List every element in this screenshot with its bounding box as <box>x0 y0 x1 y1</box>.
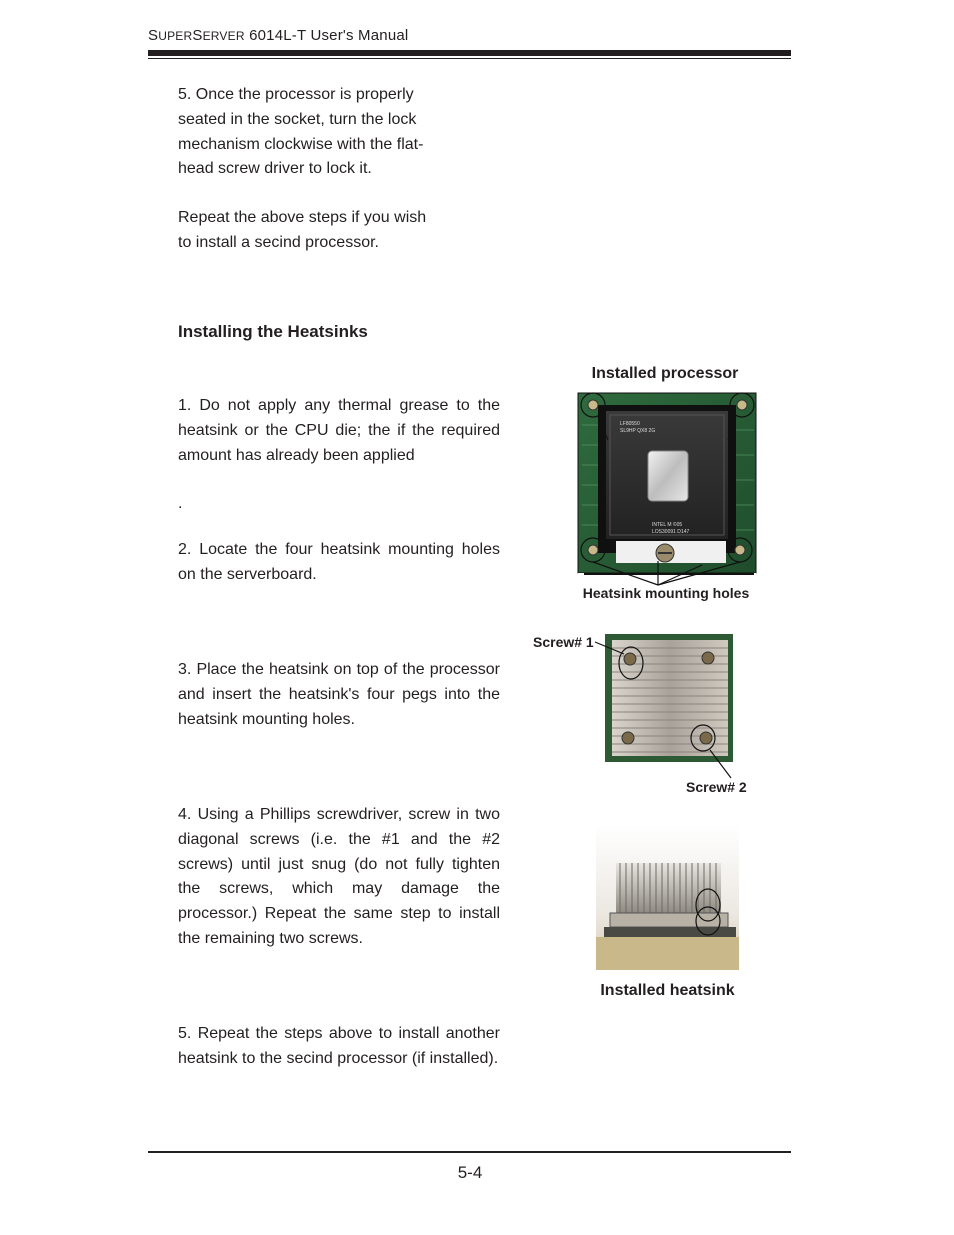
header-small-uper: UPER <box>158 29 193 43</box>
step2-text: 2. Locate the four heatsink mounting holes on the serverboard. <box>178 541 500 583</box>
installed-processor-photo <box>560 385 770 590</box>
repeat-note-paragraph <box>178 206 434 256</box>
header-rule-thick <box>148 50 791 56</box>
svg-text:LF80550: LF80550 <box>620 421 640 427</box>
header-cap-s1: S <box>148 27 159 44</box>
step1-text: 1. Do not apply any thermal grease to the heatsink or the CPU die; the if the required amount has already been applied <box>178 397 500 464</box>
heatsink-screws-photo <box>590 628 750 783</box>
stray-period: . <box>178 495 183 512</box>
step3-paragraph <box>178 658 500 732</box>
step3-text: 3. Place the heatsink on top of the processor and insert the heatsink's four pegs into the heatsink mounting holes. <box>178 661 500 728</box>
header-rest: 6014L-T User's Manual <box>244 27 409 44</box>
mounting-holes-caption: Heatsink mounting holes <box>582 585 750 601</box>
step5-lock-text: 5. Once the processor is properly seated in the socket, turn the lock mechanism clockwise with the flat-head screw driver to lock it. <box>178 86 424 178</box>
running-header <box>148 27 408 44</box>
screw2-label: Screw# 2 <box>686 779 747 795</box>
step4-paragraph <box>178 803 500 952</box>
header-small-erver: ERVER <box>202 29 245 43</box>
page-number: 5-4 <box>457 1163 483 1182</box>
installed-heatsink-photo <box>596 825 739 970</box>
step5-paragraph <box>178 1022 500 1072</box>
installed-heatsink-caption: Installed heatsink <box>600 982 735 999</box>
step5-text: 5. Repeat the steps above to install another heatsink to the secind processor (if installed). <box>178 1025 500 1067</box>
step4-text: 4. Using a Phillips screwdriver, screw in two diagonal screws (i.e. the #1 and the #2 screws) until just snug (do not fully tighten the screws, which may damage the processor.) Repeat the same step to install the remaining two screws. <box>178 806 500 947</box>
installed-processor-caption: Installed processor <box>591 365 739 382</box>
svg-text:SL9HP QX8 2G: SL9HP QX8 2G <box>620 428 656 434</box>
repeat-note-text: Repeat the above steps if you wish to install a secind processor. <box>178 209 427 251</box>
step1-paragraph <box>178 394 500 468</box>
section-heading: Installing the Heatsinks <box>178 322 368 341</box>
header-rule-thin <box>148 58 791 59</box>
svg-text:LOS30091 D147: LOS30091 D147 <box>652 529 690 535</box>
header-cap-s2: S <box>192 27 203 44</box>
footer-rule <box>148 1151 791 1153</box>
svg-text:INTEL M ©05: INTEL M ©05 <box>652 522 683 528</box>
screw1-label: Screw# 1 <box>533 634 594 650</box>
step2-paragraph <box>178 538 500 588</box>
step5-lock-paragraph <box>178 83 434 182</box>
